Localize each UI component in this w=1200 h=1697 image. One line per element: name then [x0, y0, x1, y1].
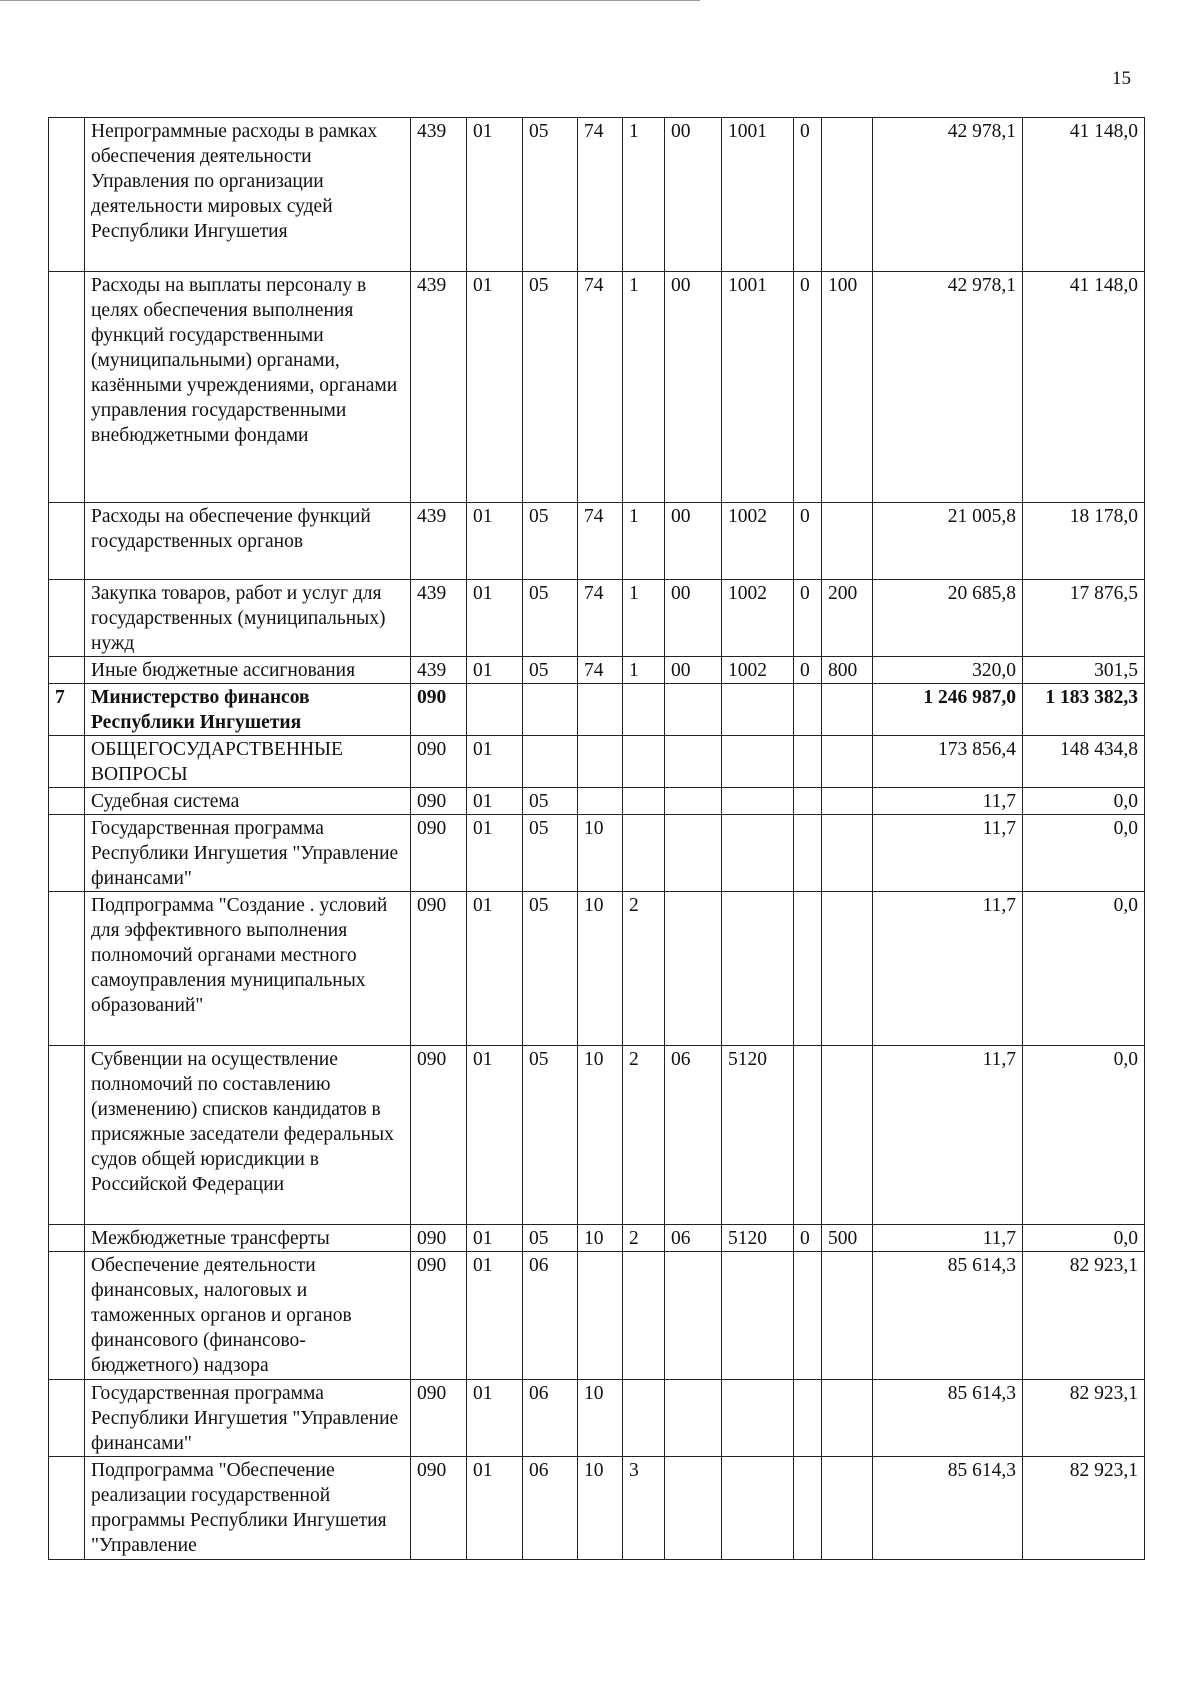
item-name: Расходы на обеспечение функций государственных органов [85, 503, 411, 580]
direction-code: 1001 [722, 118, 794, 272]
event-code: 00 [665, 580, 722, 657]
ministry-code: 090 [411, 892, 467, 1046]
direction-code: 1002 [722, 657, 794, 684]
direction-code: 1001 [722, 272, 794, 503]
budget-table [48, 117, 1145, 1560]
expense-type-code: 100 [822, 272, 873, 503]
subsection-code: 06 [523, 1252, 578, 1380]
program-code [578, 788, 623, 815]
ministry-code: 090 [411, 1046, 467, 1225]
section-code: 01 [467, 503, 523, 580]
direction-code: 1002 [722, 503, 794, 580]
direction-code [722, 736, 794, 788]
expense-type-code [822, 1380, 873, 1457]
amount-plan: 21 005,8 [873, 503, 1023, 580]
ministry-code: 090 [411, 1380, 467, 1457]
subsection-code: 05 [523, 1046, 578, 1225]
extra-code [794, 892, 822, 1046]
direction-code [722, 788, 794, 815]
program-code: 74 [578, 118, 623, 272]
subprogram-code: 1 [623, 118, 665, 272]
section-code: 01 [467, 788, 523, 815]
subsection-code: 06 [523, 1380, 578, 1457]
amount-plan: 85 614,3 [873, 1252, 1023, 1380]
expense-type-code: 800 [822, 657, 873, 684]
item-name: Межбюджетные трансферты [85, 1225, 411, 1252]
subprogram-code: 2 [623, 1225, 665, 1252]
subprogram-code: 2 [623, 1046, 665, 1225]
item-name: Государственная программа Республики Ингушетия "Управление финансами" [85, 1380, 411, 1457]
amount-plan: 85 614,3 [873, 1457, 1023, 1560]
program-code: 74 [578, 580, 623, 657]
subprogram-code [623, 788, 665, 815]
ministry-code: 090 [411, 1225, 467, 1252]
extra-code: 0 [794, 580, 822, 657]
extra-code: 0 [794, 118, 822, 272]
expense-type-code [822, 788, 873, 815]
item-name: Иные бюджетные ассигнования [85, 657, 411, 684]
ministry-code: 439 [411, 580, 467, 657]
expense-type-code [822, 892, 873, 1046]
amount-actual: 0,0 [1023, 788, 1145, 815]
extra-code: 0 [794, 1225, 822, 1252]
ministry-code: 439 [411, 657, 467, 684]
expense-type-code [822, 503, 873, 580]
expense-type-code: 500 [822, 1225, 873, 1252]
section-code: 01 [467, 580, 523, 657]
expense-type-code [822, 815, 873, 892]
row-number [49, 1380, 85, 1457]
section-code: 01 [467, 1457, 523, 1560]
section-code [467, 684, 523, 736]
event-code: 00 [665, 503, 722, 580]
table-row [49, 1457, 1145, 1560]
subsection-code: 05 [523, 815, 578, 892]
amount-actual: 0,0 [1023, 1046, 1145, 1225]
amount-plan: 320,0 [873, 657, 1023, 684]
subsection-code: 05 [523, 503, 578, 580]
amount-actual: 18 178,0 [1023, 503, 1145, 580]
row-number [49, 580, 85, 657]
extra-code [794, 1457, 822, 1560]
event-code: 06 [665, 1046, 722, 1225]
section-code: 01 [467, 1046, 523, 1225]
table-row [49, 1252, 1145, 1380]
subsection-code: 05 [523, 1225, 578, 1252]
extra-code [794, 684, 822, 736]
table-row [49, 736, 1145, 788]
program-code: 74 [578, 503, 623, 580]
expense-type-code [822, 1046, 873, 1225]
direction-code: 5120 [722, 1225, 794, 1252]
table-row [49, 892, 1145, 1046]
item-name: ОБЩЕГОСУДАРСТВЕННЫЕ ВОПРОСЫ [85, 736, 411, 788]
amount-plan: 11,7 [873, 788, 1023, 815]
amount-plan: 11,7 [873, 1225, 1023, 1252]
ministry-code: 439 [411, 118, 467, 272]
amount-plan: 42 978,1 [873, 118, 1023, 272]
subprogram-code: 3 [623, 1457, 665, 1560]
program-code [578, 684, 623, 736]
extra-code [794, 788, 822, 815]
item-name: Подпрограмма "Обеспечение реализации государственной программы Республики Ингушетия "Управление [85, 1457, 411, 1560]
table-row [49, 1225, 1145, 1252]
subprogram-code [623, 1252, 665, 1380]
subprogram-code [623, 684, 665, 736]
extra-code [794, 736, 822, 788]
ministry-code: 090 [411, 788, 467, 815]
extra-code: 0 [794, 503, 822, 580]
subsection-code: 06 [523, 1457, 578, 1560]
amount-actual: 301,5 [1023, 657, 1145, 684]
event-code [665, 892, 722, 1046]
event-code: 00 [665, 272, 722, 503]
subprogram-code [623, 815, 665, 892]
direction-code [722, 815, 794, 892]
event-code: 06 [665, 1225, 722, 1252]
row-number [49, 892, 85, 1046]
subsection-code: 05 [523, 892, 578, 1046]
expense-type-code [822, 736, 873, 788]
ministry-code: 090 [411, 1252, 467, 1380]
amount-actual: 0,0 [1023, 892, 1145, 1046]
amount-plan: 42 978,1 [873, 272, 1023, 503]
amount-plan: 11,7 [873, 815, 1023, 892]
extra-code: 0 [794, 657, 822, 684]
row-number [49, 272, 85, 503]
section-code: 01 [467, 815, 523, 892]
subprogram-code: 1 [623, 503, 665, 580]
ministry-code: 439 [411, 503, 467, 580]
direction-code: 1002 [722, 580, 794, 657]
table-row [49, 788, 1145, 815]
subsection-code: 05 [523, 118, 578, 272]
row-number: 7 [49, 684, 85, 736]
item-name: Субвенции на осуществление полномочий по составлению (изменению) списков кандидатов в присяжные заседатели федеральных судов общей юрисдикции в Российской Федерации [85, 1046, 411, 1225]
event-code: 00 [665, 118, 722, 272]
expense-type-code [822, 1457, 873, 1560]
item-name: Подпрограмма "Создание . условий для эффективного выполнения полномочий органами местного самоуправления муниципальных образований" [85, 892, 411, 1046]
row-number [49, 736, 85, 788]
subprogram-code [623, 1380, 665, 1457]
subprogram-code: 1 [623, 657, 665, 684]
amount-plan: 1 246 987,0 [873, 684, 1023, 736]
expense-type-code: 200 [822, 580, 873, 657]
direction-code: 5120 [722, 1046, 794, 1225]
direction-code [722, 1252, 794, 1380]
item-name: Судебная система [85, 788, 411, 815]
program-code: 10 [578, 892, 623, 1046]
event-code [665, 1457, 722, 1560]
table-row [49, 1046, 1145, 1225]
amount-plan: 173 856,4 [873, 736, 1023, 788]
amount-actual: 41 148,0 [1023, 118, 1145, 272]
table-row [49, 118, 1145, 272]
amount-plan: 11,7 [873, 1046, 1023, 1225]
extra-code [794, 1252, 822, 1380]
amount-actual: 0,0 [1023, 815, 1145, 892]
event-code [665, 684, 722, 736]
page-number: 15 [1112, 68, 1131, 89]
subsection-code: 05 [523, 272, 578, 503]
row-number [49, 1225, 85, 1252]
event-code: 00 [665, 657, 722, 684]
extra-code [794, 815, 822, 892]
amount-actual: 82 923,1 [1023, 1252, 1145, 1380]
row-number [49, 815, 85, 892]
section-code: 01 [467, 657, 523, 684]
table-row [49, 580, 1145, 657]
amount-actual: 148 434,8 [1023, 736, 1145, 788]
amount-plan: 11,7 [873, 892, 1023, 1046]
top-rule [0, 0, 700, 1]
amount-actual: 17 876,5 [1023, 580, 1145, 657]
program-code: 10 [578, 1046, 623, 1225]
section-code: 01 [467, 736, 523, 788]
table-row [49, 272, 1145, 503]
table-row [49, 815, 1145, 892]
section-code: 01 [467, 272, 523, 503]
amount-actual: 82 923,1 [1023, 1457, 1145, 1560]
item-name: Государственная программа Республики Ингушетия "Управление финансами" [85, 815, 411, 892]
item-name: Обеспечение деятельности финансовых, налоговых и таможенных органов и органов финансового (финансово-бюджетного) надзора [85, 1252, 411, 1380]
extra-code [794, 1046, 822, 1225]
table-body [49, 118, 1145, 1560]
amount-actual: 1 183 382,3 [1023, 684, 1145, 736]
subsection-code: 05 [523, 788, 578, 815]
program-code: 74 [578, 272, 623, 503]
row-number [49, 1252, 85, 1380]
row-number [49, 788, 85, 815]
ministry-code: 090 [411, 1457, 467, 1560]
row-number [49, 1457, 85, 1560]
subsection-code: 05 [523, 580, 578, 657]
amount-plan: 20 685,8 [873, 580, 1023, 657]
item-name: Министерство финансов Республики Ингушетия [85, 684, 411, 736]
section-code: 01 [467, 118, 523, 272]
item-name: Непрограммные расходы в рамках обеспечения деятельности Управления по организации деятельности мировых судей Республики Ингушетия [85, 118, 411, 272]
table-row [49, 657, 1145, 684]
table-row [49, 1380, 1145, 1457]
subsection-code [523, 684, 578, 736]
direction-code [722, 684, 794, 736]
subprogram-code: 2 [623, 892, 665, 1046]
amount-plan: 85 614,3 [873, 1380, 1023, 1457]
event-code [665, 788, 722, 815]
subprogram-code [623, 736, 665, 788]
event-code [665, 815, 722, 892]
expense-type-code [822, 118, 873, 272]
amount-actual: 0,0 [1023, 1225, 1145, 1252]
section-code: 01 [467, 1380, 523, 1457]
section-code: 01 [467, 1252, 523, 1380]
program-code [578, 736, 623, 788]
direction-code [722, 892, 794, 1046]
row-number [49, 1046, 85, 1225]
program-code: 10 [578, 1457, 623, 1560]
amount-actual: 41 148,0 [1023, 272, 1145, 503]
program-code: 10 [578, 1225, 623, 1252]
subprogram-code: 1 [623, 272, 665, 503]
subsection-code: 05 [523, 657, 578, 684]
subprogram-code: 1 [623, 580, 665, 657]
ministry-code: 439 [411, 272, 467, 503]
direction-code [722, 1380, 794, 1457]
expense-type-code [822, 684, 873, 736]
direction-code [722, 1457, 794, 1560]
extra-code: 0 [794, 272, 822, 503]
row-number [49, 503, 85, 580]
item-name: Расходы на выплаты персоналу в целях обеспечения выполнения функций государственными (муниципальными) органами, казёнными учреждениями, органами управления государственными внебюджетными фондами [85, 272, 411, 503]
ministry-code: 090 [411, 736, 467, 788]
subsection-code [523, 736, 578, 788]
row-number [49, 118, 85, 272]
section-code: 01 [467, 892, 523, 1046]
section-code: 01 [467, 1225, 523, 1252]
event-code [665, 1252, 722, 1380]
program-code: 74 [578, 657, 623, 684]
ministry-code: 090 [411, 815, 467, 892]
event-code [665, 1380, 722, 1457]
event-code [665, 736, 722, 788]
table-row [49, 684, 1145, 736]
extra-code [794, 1380, 822, 1457]
item-name: Закупка товаров, работ и услуг для государственных (муниципальных) нужд [85, 580, 411, 657]
expense-type-code [822, 1252, 873, 1380]
ministry-code: 090 [411, 684, 467, 736]
program-code: 10 [578, 815, 623, 892]
table-row [49, 503, 1145, 580]
program-code: 10 [578, 1380, 623, 1457]
amount-actual: 82 923,1 [1023, 1380, 1145, 1457]
row-number [49, 657, 85, 684]
program-code [578, 1252, 623, 1380]
